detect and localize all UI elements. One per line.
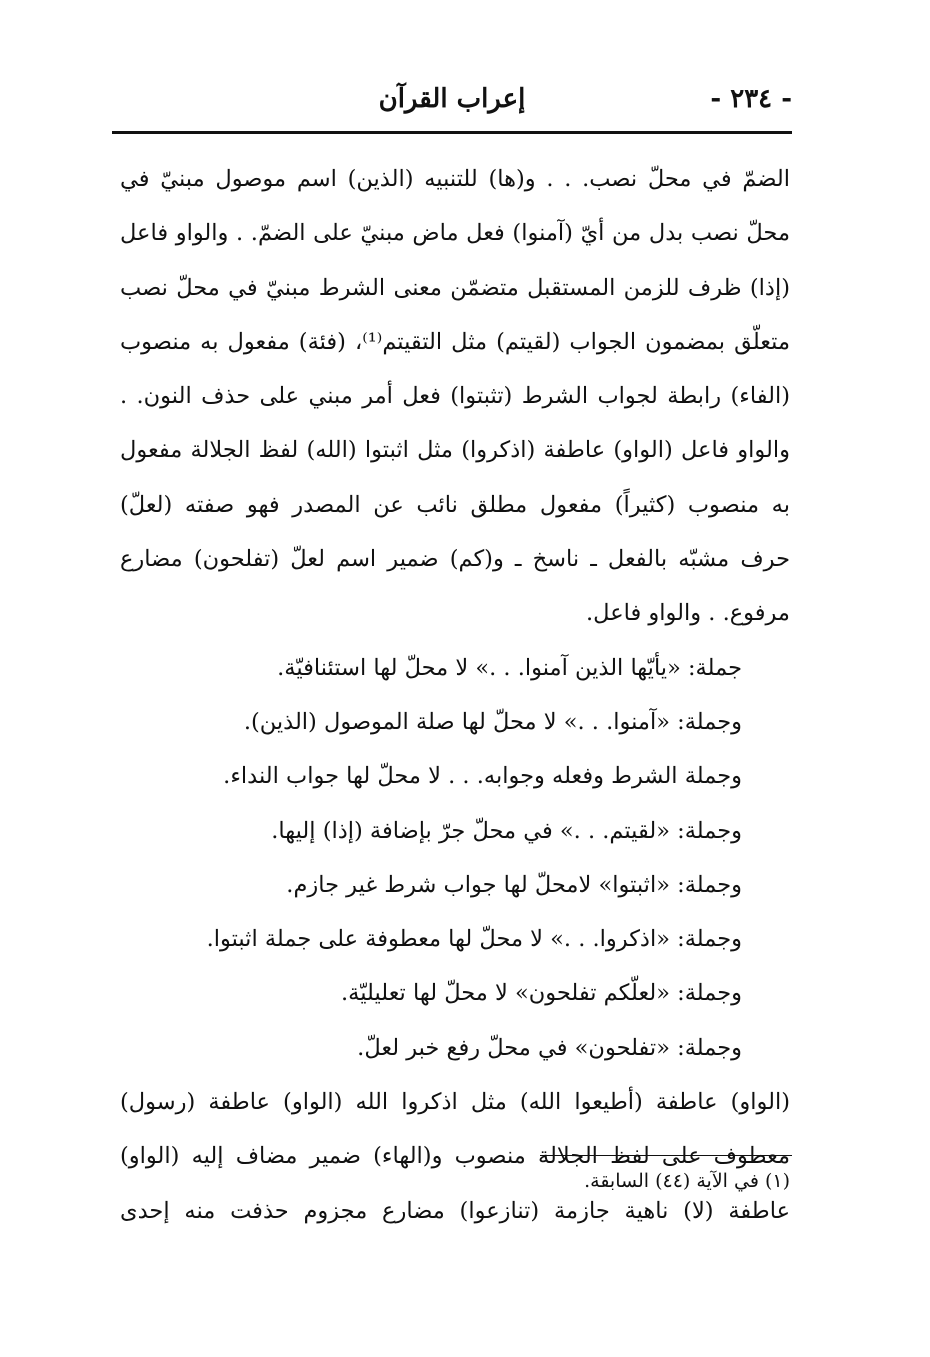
sentence-item: وجملة: «اذكروا. . .» لا محلّ لها معطوفة على جملة اثبتوا. bbox=[206, 926, 742, 953]
header-rule bbox=[112, 131, 792, 134]
sentence-item: وجملة: «اثبتوا» لامحلّ لها جواب شرط غير جازم. bbox=[286, 871, 742, 898]
footnote: (١) في الآية (٤٤) السابقة. bbox=[584, 1170, 790, 1192]
sentence-item: وجملة الشرط وفعله وجوابه. . . لا محلّ لها جواب النداء. bbox=[223, 763, 742, 790]
sentence-item: وجملة: «تفلحون» في محلّ رفع خبر لعلّ. bbox=[357, 1034, 742, 1061]
page-header bbox=[112, 80, 792, 130]
page-number: - ٢٣٤ - bbox=[710, 84, 792, 114]
paragraph-continuation: (الواو) عاطفة (أطيعوا الله) مثل اذكروا الله (الواو) عاطفة (رسول) معطوف على لفظ الجلالة منصوب و(الهاء) ضمير مضاف إليه (الواو) عاطفة (لا) ناهية جازمة (تنازعوا) مضارع مجزوم حذفت منه إحدى bbox=[120, 1089, 790, 1224]
running-title: إعراب القرآن bbox=[378, 84, 526, 114]
main-text bbox=[120, 152, 790, 1238]
sentence-item: وجملة: «لعلّكم تفلحون» لا محلّ لها تعليليّة. bbox=[341, 980, 742, 1007]
footnote-rule bbox=[540, 1155, 792, 1156]
sentence-item: وجملة: «آمنوا. . .» لا محلّ لها صلة الموصول (الذين). bbox=[243, 708, 742, 735]
sentence-item: جملة: «يأيّها الذين آمنوا. . .» لا محلّ لها استئنافيّة. bbox=[277, 654, 742, 681]
sentence-item: وجملة: «لقيتم. . .» في محلّ جرّ بإضافة (إذا) إليها. bbox=[271, 817, 742, 844]
paragraph-parsing: الضمّ في محلّ نصب. . . و(ها) للتنبيه (الذين) اسم موصول مبنيّ في محلّ نصب بدل من أيّ (آمنوا) فعل ماض مبنيّ على الضمّ. . والواو فاعل (إذا) ظرف للزمن المستقبل متضمّن معنى الشرط مبنيّ في محلّ نصب متعلّق بمضمون الجواب (لقيتم) مثل التقيتم⁽¹⁾، (فئة) مفعول به منصوب (الفاء) رابطة لجواب الشرط (تثبتوا) فعل أمر مبني على حذف النون. . والواو فاعل (الواو) عاطفة (اذكروا) مثل اثبتوا (الله) لفظ الجلالة مفعول به منصوب (كثيراً) مفعول مطلق نائب عن المصدر فهو صفته (لعلّ) حرف مشبّه بالفعل ـ ناسخ ـ و(كم) ضمير اسم لعلّ (تفلحون) مضارع مرفوع. . والواو فاعل. bbox=[120, 166, 790, 627]
sentence-list bbox=[120, 641, 790, 1075]
